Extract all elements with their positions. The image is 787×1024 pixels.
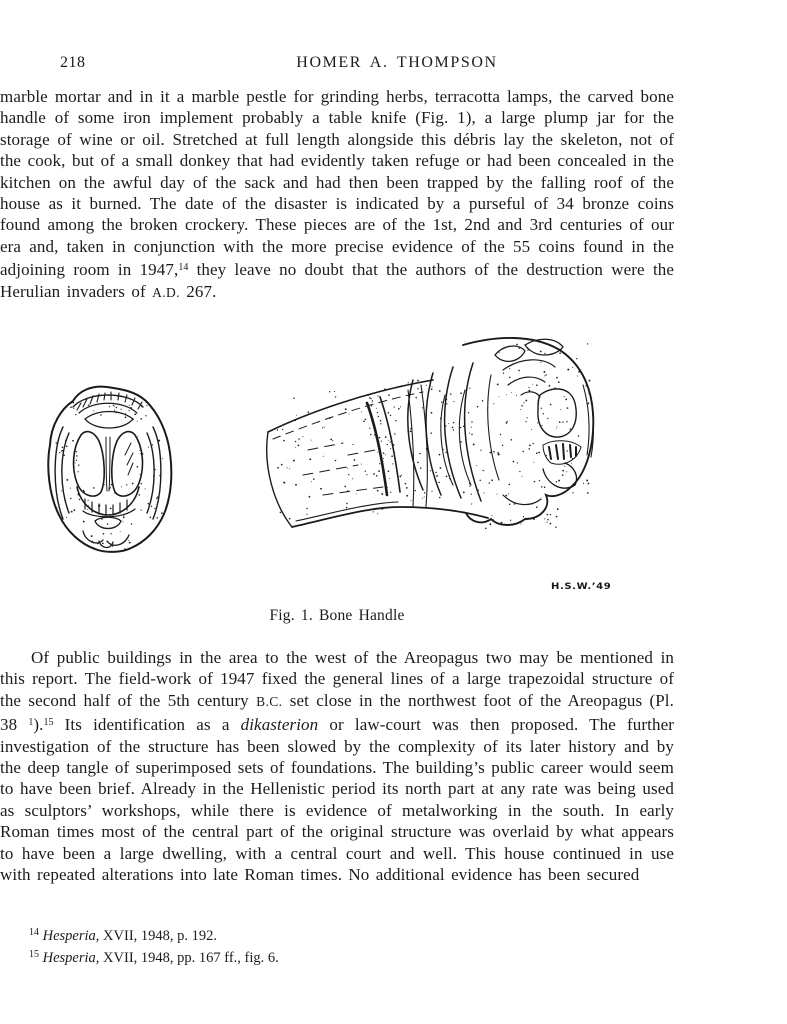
- artist-signature: H.S.W.’49: [551, 581, 612, 592]
- running-head: [60, 54, 734, 74]
- figure-caption: Fig. 1. Bone Handle: [269, 607, 405, 624]
- footnote-14: $^{14}$ Hesperia, XVII, 1948, p. 192.: [29, 927, 218, 944]
- page-number: 218: [60, 54, 86, 71]
- bone-handle-side-view-drawing: [263, 335, 603, 550]
- footnotes: [0, 924, 674, 968]
- figure-1: [0, 335, 674, 635]
- paragraph-1: marble mortar and in it a marble pestle for grinding herbs, terracotta lamps, the carved bone handle of some iron implement probably a table knife (Fig. 1), a large plump jar for the storage of wine or oil. Stretched at full length alongside this débris lay the skeleton, not of the cook, but of a small donkey that had evidently taken refuge or had been concealed in the kitchen on the awful day of the sack and had then been trapped by the falling roof of the house as it burned. The date of the disaster is indicated by a purseful of 34 bronze coins found among the broken crockery. These pieces are of the 1st, 2nd and 3rd centuries of our era and, taken in conjunction with the more precise evidence of the 55 coins found in the adjoining room in 1947,14 they leave no doubt that the authors of the destruction were the Herulian invaders of A.D. 267.: [0, 87, 675, 301]
- footnote-15: $^{15}$ Hesperia, XVII, 1948, pp. 167 ff., fig. 6.: [29, 948, 279, 966]
- bone-handle-end-view-drawing: [43, 383, 173, 553]
- running-title: HOMER A. THOMPSON: [296, 54, 498, 71]
- paragraph-2: Of public buildings in the area to the west of the Areopagus two may be mentioned in this report. The field-work of 1947 fixed the general lines of a large trapezoidal structure of the second half of the 5th century B.C. set close in the northwest foot of the Areopagus (Pl. 38 $^1$).$^{15}$ Its identification as a dikasterion or law-court was then proposed. The further investigation of the structure has been slowed by the complexity of its later history and by the deep tangle of superimposed sets of foundations. The building’s public career would seem to have been brief. Already in the Hellenistic period its north part at any rate was being used as sculptors’ workshops, while there is evidence of metalworking in the south. In early Roman times most of the central part of the original structure was overlaid by what appears to have been a large dwelling, with a central court and well. This house continued in use with repeated alterations into late Roman times. No additional evidence has been secured: [0, 648, 674, 885]
